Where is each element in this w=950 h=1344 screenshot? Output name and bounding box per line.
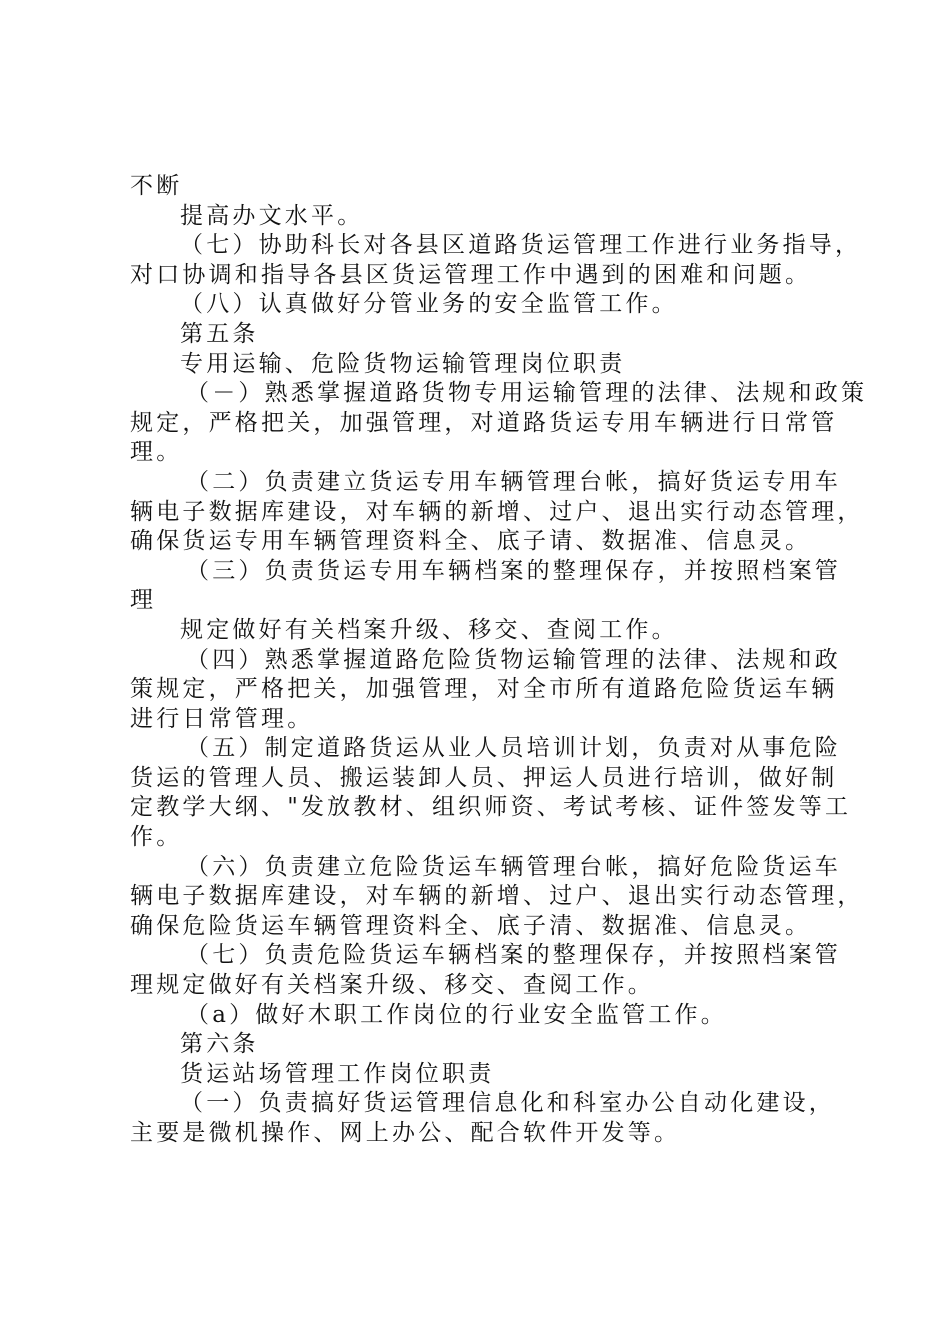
text-line: 提高办文水平。 <box>180 202 364 229</box>
text-line: （四）熟悉掌握道路危险货物运输管理的法律、法规和政 <box>186 646 841 673</box>
text-line: （二）负责建立货运专用车辆管理台帐，搞好货运专用车 <box>186 468 841 495</box>
text-line: 理规定做好有关档案升级、移交、查阅工作。 <box>130 972 654 999</box>
section-title: 专用运输、危险货物运输管理岗位职责 <box>180 350 626 377</box>
text-line: （七）协助科长对各县区道路货运管理工作进行业务指导， <box>180 232 862 259</box>
text-line: （三）负责货运专用车辆档案的整理保存，并按照档案管 <box>186 557 841 584</box>
text-line: 定教学大纲、"发放教材、组织师资、考试考核、证件签发等工 <box>130 794 852 821</box>
text-line: 规定做好有关档案升级、移交、查阅工作。 <box>180 616 678 643</box>
text-line: 主要是微机操作、网上办公、配合软件开发等。 <box>130 1120 681 1146</box>
text-line: 辆电子数据库建设，对车辆的新增、过户、退出实行动态管理， <box>130 883 864 910</box>
text-line: 不断 <box>130 173 183 199</box>
text-line: （六）负责建立危险货运车辆管理台帐，搞好危险货运车 <box>186 853 841 880</box>
text-line: （五）制定道路货运从业人员培训计划，负责对从事危险 <box>186 735 841 762</box>
text-line: （七）负责危险货运车辆档案的整理保存，并按照档案管 <box>186 942 841 969</box>
section-heading: 第五条 <box>180 320 259 347</box>
text-line: 确保危险货运车辆管理资料全、底子清、数据准、信息灵。 <box>130 912 812 939</box>
text-line: 作。 <box>130 824 183 851</box>
text-line: 理 <box>130 587 157 614</box>
text-line: 规定，严格把关，加强管理，对道路货运专用车辆进行日常管 <box>130 409 838 436</box>
text-line: 确保货运专用车辆管理资料全、底子请、数据准、信息灵。 <box>130 528 812 555</box>
text-line: （一）负责搞好货运管理信息化和科室办公自动化建设， <box>180 1090 835 1117</box>
section-heading: 第六条 <box>180 1031 259 1058</box>
text-line: 货运的管理人员、搬运装卸人员、押运人员进行培训，做好制 <box>130 764 838 791</box>
text-line: （八）认真做好分管业务的安全监管工作。 <box>180 291 678 318</box>
text-line: 辆电子数据库建设，对车辆的新增、过户、退出实行动态管理， <box>130 498 864 525</box>
text-line: （－）熟悉掌握道路货物专用运输管理的法律、法规和政策 <box>186 380 868 407</box>
section-title: 货运站场管理工作岗位职责 <box>180 1060 495 1087</box>
text-line: 理。 <box>130 439 183 466</box>
text-line: 进行日常管理。 <box>130 705 314 732</box>
text-line: 策规定，严格把关，加强管理，对全市所有道路危险货运车辆 <box>130 676 838 703</box>
text-line: （a）做好木职工作岗位的行业安全监管工作。 <box>186 1001 727 1028</box>
document-body <box>130 172 868 1149</box>
text-line: 对口协调和指导各县区货运管理工作中遇到的困难和问题。 <box>130 261 812 288</box>
